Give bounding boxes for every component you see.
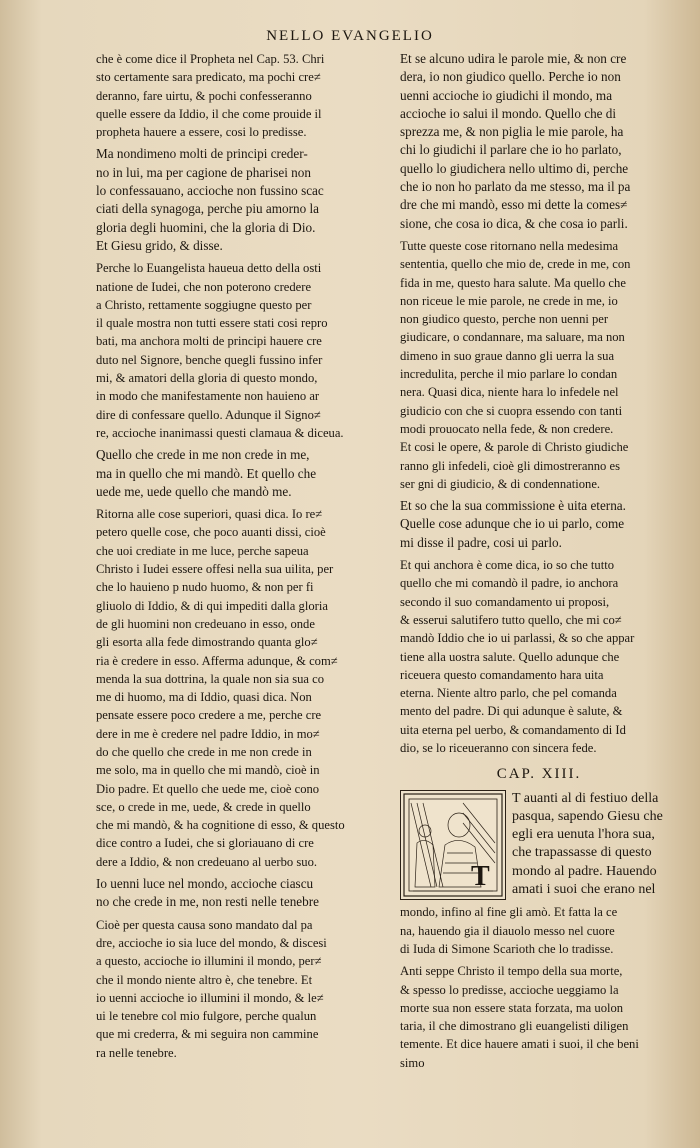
text-line: sce, o crede in me, uede, & crede in quello [96,799,311,814]
scripture-paragraph [400,497,678,552]
text-line: Cioè per questa causa sono mandato dal pa [96,917,313,932]
text-line: Quelle cose adunque che io ui parlo, come [400,516,625,532]
text-line: dire di confessare quello. Adunque il Signo≠ [96,407,321,422]
text-line: temente. Et dice hauere amati i suoi, il che beni [400,1037,639,1052]
commentary-paragraph [96,259,390,442]
text-line: quello lo giudichera nello ultimo di, perche [400,160,629,176]
text-line: menda la sua dottrina, la quale non sia sua co [96,671,325,686]
text-line: Io uenni luce nel mondo, accioche ciascu [96,876,314,892]
text-line: bati, ma anchora molti de principi hauere cre [96,334,322,349]
text-line: me di huomo, ma di Iddio, quasi dica. Non [96,690,312,705]
commentary-paragraph [400,556,678,757]
commentary-paragraph [400,237,678,493]
text-line: Et so che la sua commissione è uita eterna. [400,498,626,514]
text-line: ciati della synagoga, perche piu amorno la [96,201,320,217]
text-line: accioche io salui il mondo. Quello che di [400,105,617,121]
text-line: che il mondo niente altro è, che tenebre. Et [96,972,313,987]
text-line: quelle essere da Iddio, il che come prouide il [96,106,322,121]
text-line: uenni accioche io giudichi il mondo, ma [400,87,613,103]
text-line: Anti seppe Christo il tempo della sua morte, [400,964,623,979]
text-line: tiene alla uostra salute. Quello adunque che [400,649,620,664]
text-line: de gli huomini non credeuano in esso, onde [96,616,315,631]
text-line: deranno, fare uirtu, & pochi confesseranno [96,88,312,103]
text-line: propheta hauere a essere, cosi lo predisse. [96,125,307,140]
text-line: fida in me, questo hara salute. Ma quello che [400,275,626,290]
right-column [400,50,678,1076]
text-line: dimeno in suo graue danno gli uerra la sua [400,348,615,363]
text-line: petero quelle cose, che poco auanti dissi, cioè [96,525,326,540]
commentary-paragraph [96,50,390,141]
text-line: Et qui anchora è come dica, io so che tutto [400,558,615,573]
text-line: sto certamente sara predicato, ma pochi cre≠ [96,70,321,85]
text-line: no che crede in me, non resti nelle tenebre [96,894,319,910]
text-line: ui le tenebre col mio fulgore, perche qualun [96,1009,317,1024]
text-line: a questo, accioche io illumini il mondo, per≠ [96,954,322,969]
text-line: non riceue le mie parole, ne crede in me, io [400,293,618,308]
text-line: re, accioche inanimassi questi clamaua & diceua. [96,425,344,440]
text-line: ser gni di giudicio, & di condennatione. [400,476,601,491]
text-line: ria è credere in esso. Afferma adunque, & com≠ [96,653,338,668]
text-line: me solo, ma in quello che mi mandò, cioè in [96,763,320,778]
text-line: Ma nondimeno molti de principi creder- [96,146,308,162]
text-line: dere a Iddio, & non credeuano al uerbo suo. [96,854,318,869]
text-line: sententia, quello che mio de, crede in me, con [400,257,631,272]
woodcut-illustration [400,790,506,900]
text-line: non giudico questo, perche non uenni per [400,312,609,327]
text-line: gli esorta alla fede dimostrando quanta glo≠ [96,635,318,650]
text-line: dio, se lo riceueranno con sincera fede. [400,740,597,755]
text-line: che uoi crediate in me luce, perche sapeua [96,543,309,558]
text-line: Christo i Iudei essere offesi nella sua uilita, per [96,562,334,577]
text-line: ra nelle tenebre. [96,1045,177,1060]
right-column-text [400,50,678,757]
chapter-continuation-lines [400,903,678,958]
text-line: Quello che crede in me non crede in me, [96,447,310,463]
text-line: Dio padre. Et quello che uede me, cioè cono [96,781,320,796]
left-column [96,50,390,1066]
text-line: riceuera questo comandamento hara uita [400,667,604,682]
commentary-paragraph [400,903,678,958]
commentary-paragraph [96,916,390,1062]
text-line: & spesso lo predisse, accioche ueggiamo la [400,982,619,997]
text-line: Perche lo Euangelista haueua detto della osti [96,261,322,276]
commentary-paragraph [400,962,678,1072]
text-line: Et se alcuno udira le parole mie, & non cre [400,51,627,66]
text-line: mi, & amatori della gloria di questo mondo, [96,371,318,386]
text-line: amati i suoi che erano nel [512,882,656,898]
text-line: que mi crederra, & mi seguira non cammine [96,1027,319,1042]
text-line: mi disse il padre, cosi ui parlo. [400,534,562,550]
text-line: modi prouocato nella fede, & non credere. [400,421,614,436]
text-line: dice contro a Iudei, che si gloriauano di cre [96,836,314,851]
text-line: secondo il suo comandamento ui proposi, [400,594,610,609]
scripture-paragraph [400,50,678,233]
text-line: natione de Iudei, che non poterono credere [96,279,312,294]
text-line: sprezza me, & non piglia le mie parole, ha [400,124,624,140]
text-line: sione, che cosa io dica, & che cosa io parli. [400,215,628,231]
text-line: mento del padre. Di qui adunque è salute, & [400,704,623,719]
text-line: dre che mi mandò, esso mi dette la comes≠ [400,197,628,213]
text-line: che è come dice il Propheta nel Cap. 53. Chri [96,52,325,66]
text-line: dera, io non giudico quello. Perche io non [400,69,621,85]
commentary-paragraph [96,505,390,871]
scripture-paragraph [96,875,390,912]
text-line: il quale mostra non tutti essere stati cosi repro [96,316,328,331]
text-line: chi lo giudichi il parlare che io ho parlato, [400,142,622,158]
text-line: lo confessauano, accioche non fussino scac [96,183,324,199]
text-line: che trapassasse di questo [512,845,652,861]
text-line: a Christo, rettamente soggiugne questo per [96,297,312,312]
text-line: mandò Iddio che io ui parlassi, & so che appar [400,631,635,646]
text-line: T auanti al di festiuo della [512,790,659,806]
text-line: Ritorna alle cose superiori, quasi dica. Io re≠ [96,507,323,522]
text-line: dere in me è credere nel padre Iddio, in mo≠ [96,726,320,741]
svg-text:T: T [471,860,490,892]
text-line: uita eterna pel uerbo, & comandamento di Id [400,722,626,737]
text-line: egli era uenuta l'hora sua, [512,827,655,843]
text-line: pasqua, sapendo Giesu che [512,808,663,824]
text-line: gloria degli huomini, che la gloria di Dio. [96,219,316,235]
text-line: Et cosi le opere, & parole di Christo giudiche [400,440,629,455]
text-line: di Iuda di Simone Scarioth che lo tradisse. [400,941,614,956]
text-line: dre, accioche io sia luce del mondo, & discesi [96,935,327,950]
text-line: che mi mandò, & ha cognitione di esso, & questo [96,818,345,833]
text-line: na, hauendo gia il diauolo messo nel cuore [400,923,615,938]
chapter-commentary [400,962,678,1072]
text-line: no in lui, ma per cagione de pharisei non [96,164,311,180]
text-line: io uenni accioche io illumini il mondo, & le≠ [96,990,324,1005]
text-line: Tutte queste cose ritornano nella medesima [400,238,619,253]
text-line: eterna. Niente altro parlo, che pel comanda [400,686,617,701]
text-line: quello che mi comandò il padre, io anchora [400,576,619,591]
text-line: do che quello che crede in me non crede in [96,744,312,759]
text-line: & esserui salutifero tutto quello, che mi co≠ [400,612,622,627]
text-line: Et Giesu grido, & disse. [96,237,223,253]
text-line: giudicio con che si cuopra essendo con tanti [400,403,623,418]
text-line: mondo, infino al fine gli amò. Et fatta la ce [400,905,618,920]
text-line: che lo hauieno p nudo huomo, & non per fi [96,580,314,595]
text-line: gliuolo di Iddio, & di qui impediti dalla gloria [96,598,328,613]
text-line: taria, il che dimostrano gli euangelisti diligen [400,1019,629,1034]
text-line: uede me, uede quello che mandò me. [96,483,292,499]
text-line: giudicare, o condannare, ma saluare, ma non [400,330,625,345]
text-line: ma in quello che mi mandò. Et quello che [96,465,317,481]
chapter-heading: CAP. XIII. [496,766,582,783]
text-line: mondo al padre. Hauendo [512,863,657,879]
text-line: simo [400,1055,425,1070]
text-line: morte sua non essere stata forzata, ma uolon [400,1000,624,1015]
chapter-opening [400,790,678,959]
text-line: nera. Quasi dica, niente hara lo infedele nel [400,385,619,400]
text-line: duto nel Signore, benche quegli fussino infer [96,352,323,367]
text-line: incredulita, perche il mio parlare lo condan [400,367,618,382]
text-line: ranno gli infedeli, cioè gli dimostreranno es [400,458,620,473]
text-line: in modo che manifestamente non hauieno ar [96,389,320,404]
text-line: pensate essere poco credere a me, perche cre [96,708,322,723]
running-head: NELLO EVANGELIO [266,28,434,44]
text-line: che io non ho parlato da me stesso, ma il pa [400,179,631,195]
scripture-paragraph [96,145,390,255]
scripture-paragraph [96,446,390,501]
